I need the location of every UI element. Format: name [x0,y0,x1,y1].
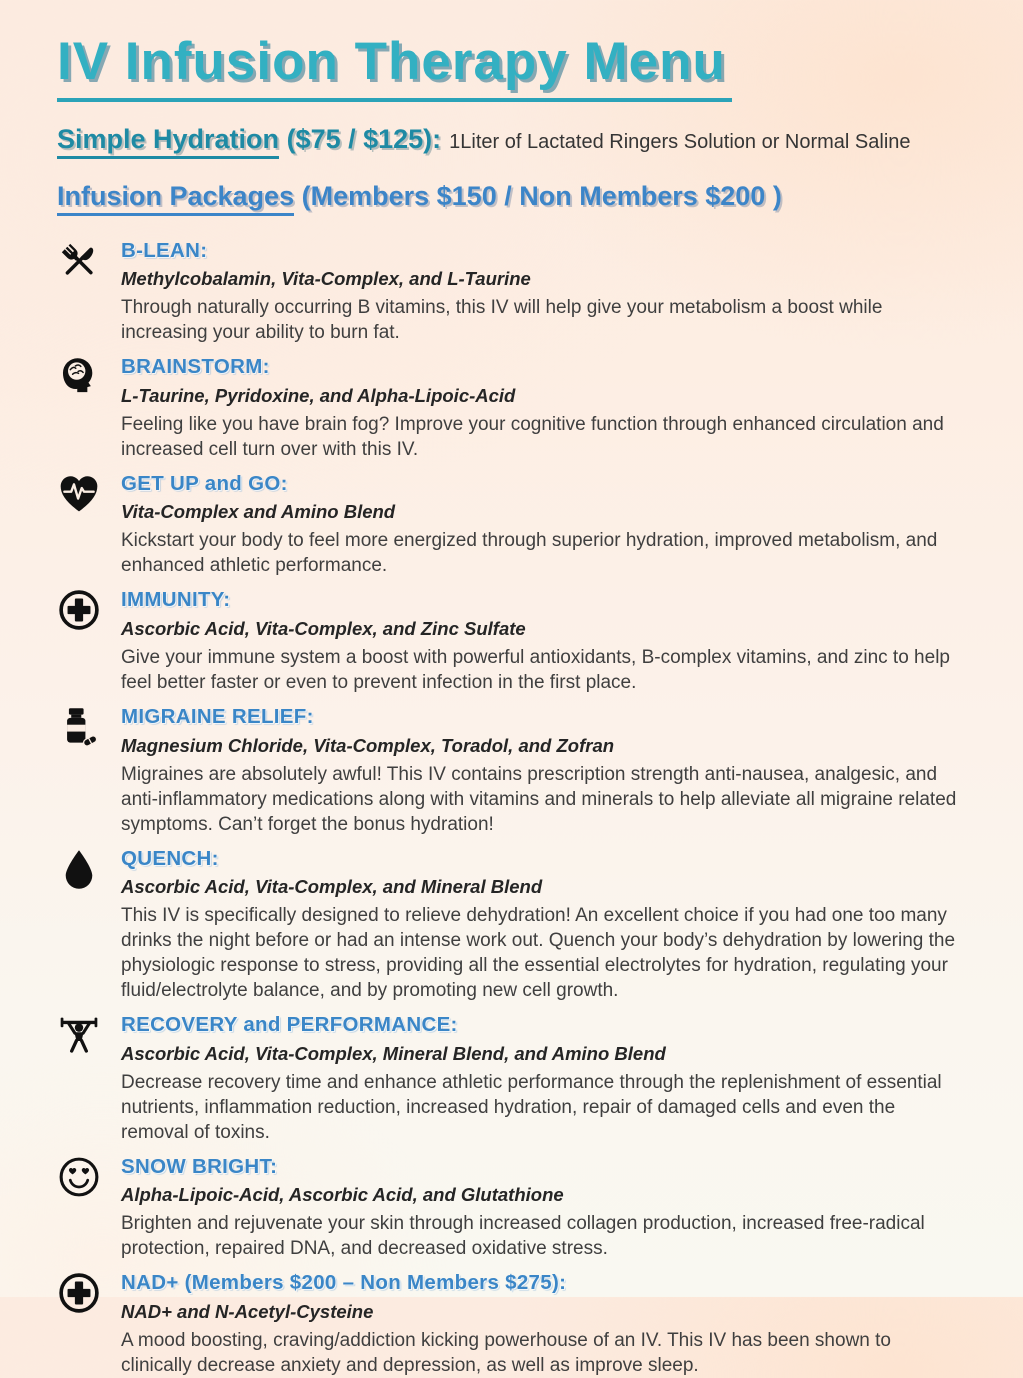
simple-hydration-description: 1Liter of Lactated Ringers Solution or Normal Saline [449,130,911,153]
item-title: GET UP and GO: [121,471,288,495]
infusion-packages-label: Infusion Packages [57,181,294,216]
smiley-face-icon [57,1155,101,1199]
menu-item [57,354,966,462]
water-drop-icon [57,847,101,891]
pill-bottle-icon [57,705,101,749]
infusion-packages-line [57,181,966,212]
item-ingredients: Ascorbic Acid, Vita-Complex, and Zinc Sulfate [121,618,526,640]
item-description: Decrease recovery time and enhance athletic performance through the replenishment of essential nutrients, inflammation reduction, increased hydration, repair of damaged cells and even the removal of toxins. [121,1071,942,1143]
medical-cross-circle-icon [57,588,101,632]
heart-pulse-icon [57,472,101,516]
item-description: Kickstart your body to feel more energized through superior hydration, improved metabolism, and enhanced athletic performance. [121,530,938,577]
item-description: Through naturally occurring B vitamins, this IV will help give your metabolism a boost while increasing your ability to burn fat. [121,297,883,344]
item-ingredients: L-Taurine, Pyridoxine, and Alpha-Lipoic-Acid [121,384,516,406]
simple-hydration-heading [57,124,441,159]
item-ingredients: Magnesium Chloride, Vita-Complex, Toradol, and Zofran [121,734,615,756]
item-title: IMMUNITY: [121,588,231,612]
medical-cross-circle-icon [57,1271,101,1315]
item-description: Brighten and rejuvenate your skin through increased collagen production, increased free-radical protection, repaired DNA, and decreased oxidative stress. [121,1213,925,1260]
weightlifter-icon [57,1013,101,1057]
menu-item [57,1012,966,1145]
item-title: B-LEAN: [121,238,208,262]
item-ingredients: Ascorbic Acid, Vita-Complex, Mineral Blend, and Amino Blend [121,1042,666,1064]
menu-item [57,704,966,837]
head-brain-icon [57,355,101,399]
item-ingredients: Methylcobalamin, Vita-Complex, and L-Taurine [121,268,531,290]
item-description: This IV is specifically designed to relieve dehydration! An excellent choice if you had one too many drinks the night before or had an intense work out. Quench your body’s dehydration by lowering the physiologic response to stress, providing all the essential electrolytes for hydration, regulating your fluid/electrolyte balance, and by promoting new cell growth. [121,905,956,1002]
item-title: NAD+ (Members $200 – Non Members $275): [121,1271,567,1295]
menu-item [57,587,966,695]
page-title: IV Infusion Therapy Menu [57,34,732,102]
item-ingredients: NAD+ and N-Acetyl-Cysteine [121,1300,374,1322]
fork-knife-crossed-icon [57,239,101,283]
item-title: RECOVERY and PERFORMANCE: [121,1013,458,1037]
item-title: SNOW BRIGHT: [121,1154,278,1178]
simple-hydration-price: ($75 / $125): [286,123,442,154]
item-description: A mood boosting, craving/addiction kicking powerhouse of an IV. This IV has been shown to clinically decrease anxiety and depression, as well as improve sleep. [121,1329,891,1376]
menu-item [57,238,966,346]
item-description: Feeling like you have brain fog? Improve your cognitive function through enhanced circulation and increased cell turn over with this IV. [121,413,944,460]
item-ingredients: Alpha-Lipoic-Acid, Ascorbic Acid, and Glutathione [121,1184,564,1206]
item-title: MIGRAINE RELIEF: [121,704,314,728]
menu-item [57,1154,966,1262]
menu-item [57,846,966,1004]
infusion-packages-heading [57,181,782,216]
item-title: BRAINSTORM: [121,355,270,379]
menu-item [57,471,966,579]
item-description: Give your immune system a boost with powerful antioxidants, B-complex vitamins, and zinc to help feel better faster or even to prevent infection in the first place. [121,646,950,693]
infusion-packages-price: (Members $150 / Non Members $200 ) [301,180,782,211]
item-ingredients: Ascorbic Acid, Vita-Complex, and Mineral Blend [121,876,543,898]
menu-item [57,1270,966,1378]
item-ingredients: Vita-Complex and Amino Blend [121,501,396,523]
menu-list [57,238,966,1378]
item-title: QUENCH: [121,846,219,870]
item-description: Migraines are absolutely awful! This IV contains prescription strength anti-nausea, analgesic, and anti-inflammatory medications along with vitamins and minerals to help alleviate all migraine related symptoms. Can’t forget the bonus hydration! [121,763,957,835]
simple-hydration-line [57,124,966,155]
simple-hydration-label: Simple Hydration [57,124,279,159]
